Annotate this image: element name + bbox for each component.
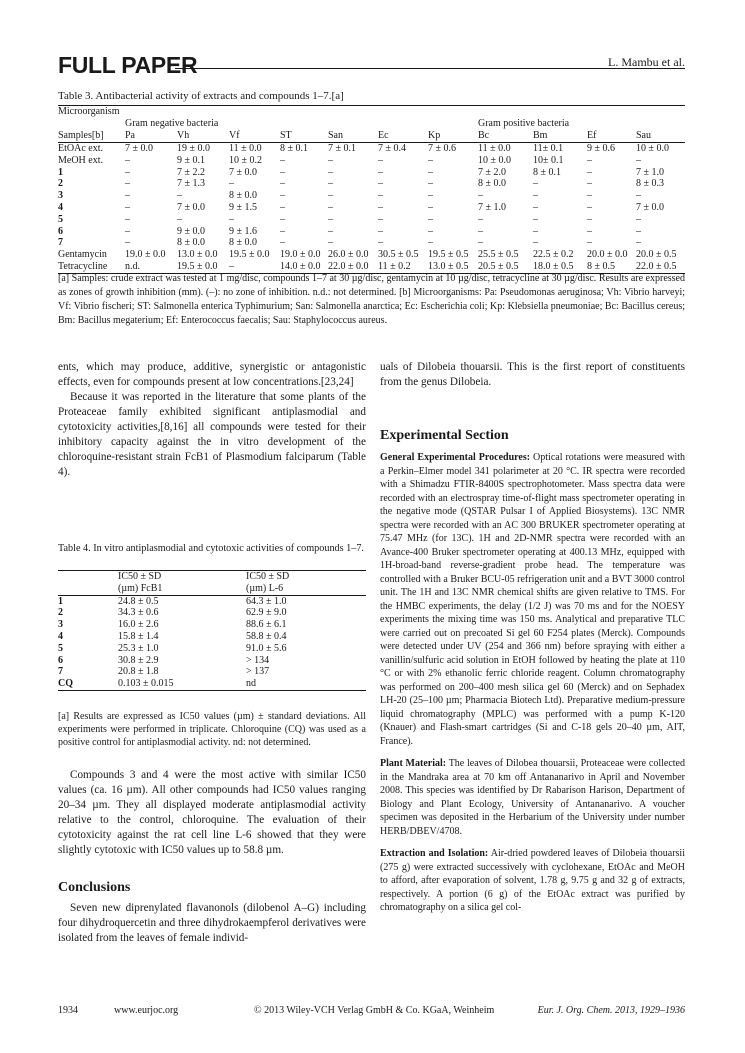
table3-cell: – xyxy=(328,201,333,213)
table3-cell: – xyxy=(428,190,433,202)
table3-cell: – xyxy=(428,178,433,190)
general-procedures-title: General Experimental Procedures: xyxy=(380,452,531,463)
table3-cell: – xyxy=(125,166,130,178)
table3-cell: 18.0 ± 0.5 xyxy=(533,260,574,272)
table3-cell: – xyxy=(428,154,433,166)
table3-row-label: EtOAc ext. xyxy=(58,143,103,154)
table3-cell: 8 ± 0.0 xyxy=(229,190,257,202)
table3-row xyxy=(58,143,685,155)
table4-head1: IC50 ± SD xyxy=(118,571,162,582)
table3-cell: – xyxy=(533,237,538,249)
table3-row xyxy=(58,190,685,202)
table4-cell: 0.103 ± 0.015 xyxy=(118,678,174,690)
table3-cell: 8 ± 0.0 xyxy=(177,237,205,249)
table3-cell: – xyxy=(378,154,383,166)
table4-row-label: 7 xyxy=(58,666,63,678)
table3-cell: 8 ± 0.0 xyxy=(229,237,257,249)
table3-cell: – xyxy=(125,201,130,213)
table3-column-header: Ec xyxy=(378,130,389,141)
table3-cell: – xyxy=(478,225,483,237)
extraction-title: Extraction and Isolation: xyxy=(380,848,489,859)
table3-column-header-row xyxy=(58,130,685,142)
table4-cell: 30.8 ± 2.9 xyxy=(118,654,159,666)
table3-cell: 20.5 ± 0.5 xyxy=(478,260,519,272)
table3-column-header: Kp xyxy=(428,130,441,141)
table3-cell: – xyxy=(587,237,592,249)
table3-cell: 22.5 ± 0.2 xyxy=(533,249,574,261)
table3-cell: n.d. xyxy=(125,260,140,272)
table3-cell: 20.0 ± 0.5 xyxy=(636,249,677,261)
general-procedures-text: Optical rotations were measured with a Perkin–Elmer model 341 polarimeter at 20 °C. IR spectra were recorded with a Shimadzu FTIR-8400S spectrophotometer. Mass spectra data were recorded with an electrospray time-of-flight mass spectrometer operating in the negative mode (QSTAR Pulsar I of Applied Biosystems). 13C NMR spectra were recorded with an AC 300 BRUKER spectrometer operating at 75.47 MHz (for 13C). 1H and 2D-NMR spectra were recorded with an Avance-400 Bruker spectrometer operating at 400.13 MHz, equipped with 1H-broad-band reverse-gradient probe head. The temperature was controlled with a Bruker BCU-05 refrigeration unit and a BVT 3000 control unit. The 1H and 13C NMR chemical shifts are given relative to TMS. For the HMBC experiments, the delay (1/2 J) was 70 ms and for the NOESY experiments the mixing time was 150 ms. Analytical and preparative TLC were carried out on precoated Si gel 60 F254 plates (Merck). Compounds were detected under UV (254 and 366 nm) before spraying with either a vanillin/sulfuric acid solution in EtOH followed by heating the plate at 110 °C or with 2% ethanolic ferric chloride reagent. Column chromatography was performed on 200–400 mesh silica gel 60 (Merck) and on Sephadex LH-20 (25–100 µm; Pharmacia Biotech Ltd). Preparative medium-pressure liquid chromatography (MPLC) was performed with a pump K-120 (Knauer) and Flash-smart cartridges (Si and C-18 gels 20–40 µm, AIT, France). xyxy=(380,452,685,747)
table3-cell: 8 ± 0.3 xyxy=(636,178,664,190)
table4-cell: > 134 xyxy=(246,654,270,666)
table3-cell: 10± 0.1 xyxy=(533,154,564,166)
left-paragraph-3: Compounds 3 and 4 were the most active with similar IC50 values (ca. 16 µm). All other compounds had IC50 values ranging 20–34 µm. They all displayed moderate antiplasmodial activity relative to the control, chloroquine. The evaluation of their cytotoxicity against the rat cell line L-6 showed that they were slightly cytotoxic with IC50 values up to 58.8 µm. xyxy=(58,769,366,856)
table3-cell: – xyxy=(229,178,234,190)
table3-cell: – xyxy=(587,225,592,237)
table3-column-header: Pa xyxy=(125,130,135,141)
table3-cell: – xyxy=(125,190,130,202)
table4-cell: 88.6 ± 6.1 xyxy=(246,619,287,631)
table4-row-label: 3 xyxy=(58,619,63,631)
table3-row-label: 5 xyxy=(58,213,63,225)
table3-row-label: 4 xyxy=(58,201,63,213)
table3-row xyxy=(58,214,685,226)
table3-row xyxy=(58,167,685,179)
table3-cell: 14.0 ± 0.0 xyxy=(280,260,321,272)
table3-cell: 9 ± 0.0 xyxy=(177,225,205,237)
running-head-author: L. Mambu et al. xyxy=(608,55,685,69)
table3-cell: – xyxy=(280,213,285,225)
table4-row-label: 2 xyxy=(58,607,63,619)
table3-column-header: Vf xyxy=(229,130,240,141)
table3-cell: 11 ± 0.0 xyxy=(229,143,262,154)
table4-cell: 24.8 ± 0.5 xyxy=(118,595,159,607)
experimental-heading: Experimental Section xyxy=(380,428,509,443)
table3-row-label: 7 xyxy=(58,237,63,249)
left-paragraph-2: Because it was reported in the literature that some plants of the Proteaceae family exhibited significant antiplasmodial and cytotoxicity activities,[8,16] all compounds were tested for their inhibitory capacity against the in vitro development of the chloroquine-resistant strain FcB1 of Plasmodium falciparum (Table 4). xyxy=(58,391,366,478)
table4-cell: nd xyxy=(246,678,256,690)
table3-cell: 19.0 ± 0.0 xyxy=(280,249,321,261)
table4-cell: 58.8 ± 0.4 xyxy=(246,630,287,642)
table3-cell: 7 ± 2.2 xyxy=(177,166,205,178)
plant-material-title: Plant Material: xyxy=(380,758,447,769)
table3-cell: – xyxy=(636,225,641,237)
table3-cell: – xyxy=(280,166,285,178)
table3-column-header: ST xyxy=(280,130,292,141)
table3-row-label: 2 xyxy=(58,178,63,190)
table3-cell: 7 ± 0.0 xyxy=(177,201,205,213)
table3-row-label: 6 xyxy=(58,225,63,237)
conclusions-heading: Conclusions xyxy=(58,880,131,895)
footer-page-number: 1934 xyxy=(58,1005,78,1016)
footer-copyright: © 2013 Wiley-VCH Verlag GmbH & Co. KGaA, Weinheim xyxy=(254,1005,495,1016)
table3-cell: 22.0 ± 0.0 xyxy=(328,260,369,272)
table4-head2-sub: (µm) L-6 xyxy=(246,582,284,594)
table3-row-label: MeOH ext. xyxy=(58,154,103,166)
table4-caption: Table 4. In vitro antiplasmodial and cytotoxic activities of compounds 1–7. xyxy=(58,543,364,554)
table3-cell: – xyxy=(328,154,333,166)
table3-cell: – xyxy=(533,190,538,202)
table3-row xyxy=(58,178,685,190)
table3-cell: – xyxy=(378,178,383,190)
table3-cell: 7 ± 1.0 xyxy=(478,201,506,213)
table3-cell: – xyxy=(229,260,234,272)
table3-cell: – xyxy=(125,225,130,237)
table3-cell: – xyxy=(587,154,592,166)
table4-row xyxy=(58,655,366,667)
table3-cell: – xyxy=(533,213,538,225)
table3-cell: – xyxy=(177,190,182,202)
table3-cell: 7 ± 1.0 xyxy=(636,166,664,178)
table3-cell: – xyxy=(636,190,641,202)
table3-cell: 7 ± 0.0 xyxy=(636,201,664,213)
table4-row xyxy=(58,596,366,608)
extraction-paragraph xyxy=(380,847,685,915)
table3-cell: – xyxy=(478,213,483,225)
table3-cell: – xyxy=(428,166,433,178)
table4-row xyxy=(58,643,366,655)
table3-cell: 9 ± 0.1 xyxy=(177,154,205,166)
table3-cell: 8 ± 0.0 xyxy=(478,178,506,190)
table3-cell: 7 ± 0.0 xyxy=(125,143,153,154)
table3-cell: – xyxy=(280,154,285,166)
table3-cell: – xyxy=(636,154,641,166)
table3-cell: – xyxy=(636,237,641,249)
table3-cell: 9 ± 1.5 xyxy=(229,201,257,213)
table3-cell: – xyxy=(378,237,383,249)
table4-row-label: 4 xyxy=(58,630,63,642)
table4-row xyxy=(58,631,366,643)
table3-microorganism-label: Microorganism xyxy=(58,106,120,117)
table3-cell: 7 ± 0.6 xyxy=(428,143,456,154)
table3-cell: – xyxy=(636,213,641,225)
table3-row xyxy=(58,202,685,214)
table3-cell: – xyxy=(328,225,333,237)
table3-row xyxy=(58,249,685,261)
table4-cell: 62.9 ± 9.0 xyxy=(246,607,287,619)
table3-row xyxy=(58,155,685,167)
table3-column-header: Ef xyxy=(587,130,597,141)
table3-cell: 8 ± 0.1 xyxy=(533,166,561,178)
table4-row xyxy=(58,666,366,678)
table3-cell: 11 ± 0.0 xyxy=(478,143,511,154)
table3-cell: – xyxy=(428,213,433,225)
table4-cell: 20.8 ± 1.8 xyxy=(118,666,159,678)
plant-material-text: The leaves of Dilobea thouarsii, Proteaceae were collected in the Mandraka area at 70 km off Antananarivo in April and November 2008. This species was identified by Dr Rabarison Harison, Department of Biology and Plant Ecology, University of Antananarivo. A voucher specimen was deposited in the Herbarium of the University under number HERB/DBEV/4708. xyxy=(380,758,685,837)
table4-head2: IC50 ± SD xyxy=(246,571,290,582)
left-column-lower xyxy=(58,768,366,946)
left-column xyxy=(58,360,366,480)
table3-cell: 30.5 ± 0.5 xyxy=(378,249,419,261)
general-procedures-paragraph xyxy=(380,451,685,748)
table3-cell: – xyxy=(478,237,483,249)
table3-caption: Table 3. Antibacterial activity of extracts and compounds 1–7.[a] xyxy=(58,90,344,102)
table4-cell: 25.3 ± 1.0 xyxy=(118,642,159,654)
table3-cell: – xyxy=(533,178,538,190)
table3-cell: – xyxy=(280,225,285,237)
table4-cell: 91.0 ± 5.6 xyxy=(246,642,287,654)
table3-row-label: 1 xyxy=(58,166,63,178)
table3-cell: 13.0 ± 0.5 xyxy=(428,260,469,272)
table3-cell: – xyxy=(280,190,285,202)
table3-cell: – xyxy=(229,213,234,225)
table3-cell: – xyxy=(587,213,592,225)
table4-cell: 16.0 ± 2.6 xyxy=(118,619,159,631)
table3-cell: 8 ± 0.1 xyxy=(280,143,308,154)
table3-cell: – xyxy=(428,225,433,237)
table3-column-header: Vh xyxy=(177,130,190,141)
table3-cell: – xyxy=(177,213,182,225)
table3-cell: – xyxy=(587,178,592,190)
table3-cell: – xyxy=(125,154,130,166)
table3-row xyxy=(58,261,685,273)
right-column xyxy=(380,360,685,915)
table3-cell: 7 ± 0.4 xyxy=(378,143,406,154)
table3-gram-negative-label: Gram negative bacteria xyxy=(125,118,219,129)
table3-cell: 10 ± 0.0 xyxy=(636,143,669,154)
table3-gram-positive-label: Gram positive bacteria xyxy=(478,118,570,129)
table3-cell: – xyxy=(587,166,592,178)
table3-cell: 20.0 ± 0.0 xyxy=(587,249,628,261)
table3-cell: – xyxy=(280,237,285,249)
table3-footnotes: [a] Samples: crude extract was tested at 1 mg/disc, compounds 1–7 at 30 µg/disc, gentamycin at 10 µg/disc, tetracycline at 30 µg/disc. Results are expressed as zones of growth inhibition (mm). (–): no zone of inhibition. n.d.: not determined. [b] Microorganisms: Pa: Pseudomonas aeruginosa; Vh: Vibrio harveyi; Vf: Vibrio fischeri; ST: Salmonella enterica Typhimurium; San: Salmonella anarctica; Ec: Escherichia coli; Kp: Klebsiella pneumoniae; Bc: Bacillus cereus; Bm: Bacillus megaterium; Ef: Enterococcus faecalis; Sau: Staphylococcus aureus. xyxy=(58,273,685,326)
table4 xyxy=(58,570,366,691)
plant-material-paragraph xyxy=(380,757,685,838)
table4-head1-sub: (µm) FcB1 xyxy=(118,582,163,594)
table3-cell: 22.0 ± 0.5 xyxy=(636,260,677,272)
table4-row xyxy=(58,607,366,619)
table3-cell: – xyxy=(378,213,383,225)
table3-cell: 19 ± 0.0 xyxy=(177,143,210,154)
table3-row xyxy=(58,226,685,238)
table4-row-label: CQ xyxy=(58,678,73,690)
table3-cell: – xyxy=(428,201,433,213)
table3-cell: – xyxy=(328,213,333,225)
table3-cell: – xyxy=(328,166,333,178)
table3-cell: 26.0 ± 0.0 xyxy=(328,249,369,261)
table4-row xyxy=(58,678,366,690)
table3-cell: – xyxy=(280,178,285,190)
table4-row xyxy=(58,619,366,631)
footer-url: www.eurjoc.org xyxy=(114,1005,179,1016)
table3-cell: – xyxy=(328,237,333,249)
table4-row-label: 5 xyxy=(58,642,63,654)
table3-cell: 11± 0.1 xyxy=(533,143,564,154)
table3-cell: – xyxy=(125,213,130,225)
table3-cell: 13.0 ± 0.0 xyxy=(177,249,218,261)
extraction-text: Air-dried powdered leaves of Dilobeia thouarsii (275 g) were extracted successively with cyclohexane, EtOAc and MeOH to afford, after evaporation of solvent, 1.78 g, 9.75 g and 32 g of extracts, respectively. A portion (6 g) of the EtOAc extract was purified by chromatography on a silica gel col- xyxy=(380,848,685,913)
table3-row-label: Gentamycin xyxy=(58,249,107,261)
right-paragraph-1: uals of Dilobeia thouarsii. This is the first report of constituents from the genus Dilobeia. xyxy=(380,361,685,388)
table3-cell: 9 ± 1.6 xyxy=(229,225,257,237)
table3-cell: – xyxy=(478,190,483,202)
table3-column-header: Bm xyxy=(533,130,548,141)
table4-cell: 34.3 ± 0.6 xyxy=(118,607,159,619)
table3-cell: – xyxy=(328,178,333,190)
table3-cell: – xyxy=(125,178,130,190)
table4-cell: 15.8 ± 1.4 xyxy=(118,630,159,642)
footer-journal: Eur. J. Org. Chem. 2013, 1929–1936 xyxy=(537,1005,685,1016)
running-head-title: FULL PAPER xyxy=(58,52,198,78)
table3-cell: – xyxy=(328,190,333,202)
table4-row-label: 6 xyxy=(58,654,63,666)
table3-cell: 19.5 ± 0.0 xyxy=(229,249,270,261)
table3-cell: – xyxy=(378,201,383,213)
table3-cell: 19.0 ± 0.0 xyxy=(125,249,166,261)
table3-cell: 10 ± 0.0 xyxy=(478,154,511,166)
left-paragraph-4: Seven new diprenylated flavanonols (dilobenol A–G) including four dihydroquercetin and three dihydrokaempferol derivatives were isolated from the leaves of female individ- xyxy=(58,902,366,944)
table3-cell: 7 ± 0.0 xyxy=(229,166,257,178)
table3-row-label: Tetracycline xyxy=(58,260,108,272)
table3-cell: 11 ± 0.2 xyxy=(378,260,411,272)
table3-cell: 7 ± 1.3 xyxy=(177,178,205,190)
table3-cell: – xyxy=(125,237,130,249)
left-paragraph-1: ents, which may produce, additive, synergistic or antagonistic effects, even for compounds present at low concentrations.[23,24] xyxy=(58,361,366,388)
table3-samples-header: Samples[b] xyxy=(58,130,104,141)
table3-column-header: San xyxy=(328,130,343,141)
table3-cell: – xyxy=(378,166,383,178)
table4-bottom-rule xyxy=(58,690,366,691)
table3-row xyxy=(58,237,685,249)
table4-cell: > 137 xyxy=(246,666,270,678)
table3-cell: 8 ± 0.5 xyxy=(587,260,615,272)
table3-cell: – xyxy=(378,225,383,237)
table3-cell: – xyxy=(587,190,592,202)
table3-cell: 9 ± 0.6 xyxy=(587,143,615,154)
table3-cell: – xyxy=(533,201,538,213)
table3-cell: 7 ± 2.0 xyxy=(478,166,506,178)
table3-cell: – xyxy=(280,201,285,213)
table4-cell: 64.3 ± 1.0 xyxy=(246,595,287,607)
table3 xyxy=(58,105,685,274)
table3-cell: – xyxy=(378,190,383,202)
table3-cell: – xyxy=(587,201,592,213)
table3-row-label: 3 xyxy=(58,190,63,202)
table3-column-header: Bc xyxy=(478,130,490,141)
table3-cell: 19.5 ± 0.0 xyxy=(177,260,218,272)
table4-row-label: 1 xyxy=(58,595,63,607)
table3-cell: 7 ± 0.1 xyxy=(328,143,356,154)
table3-cell: 25.5 ± 0.5 xyxy=(478,249,519,261)
table3-cell: 19.5 ± 0.5 xyxy=(428,249,469,261)
table3-cell: – xyxy=(533,225,538,237)
table3-column-header: Sau xyxy=(636,130,651,141)
table3-cell: 10 ± 0.2 xyxy=(229,154,262,166)
table4-footnotes: [a] Results are expressed as IC50 values (µm) ± standard deviations. All experiments were performed in triplicate. Chloroquine (CQ) was used as a positive control for antiplasmodial activity. nd: not determined. xyxy=(58,711,366,748)
table3-cell: – xyxy=(428,237,433,249)
